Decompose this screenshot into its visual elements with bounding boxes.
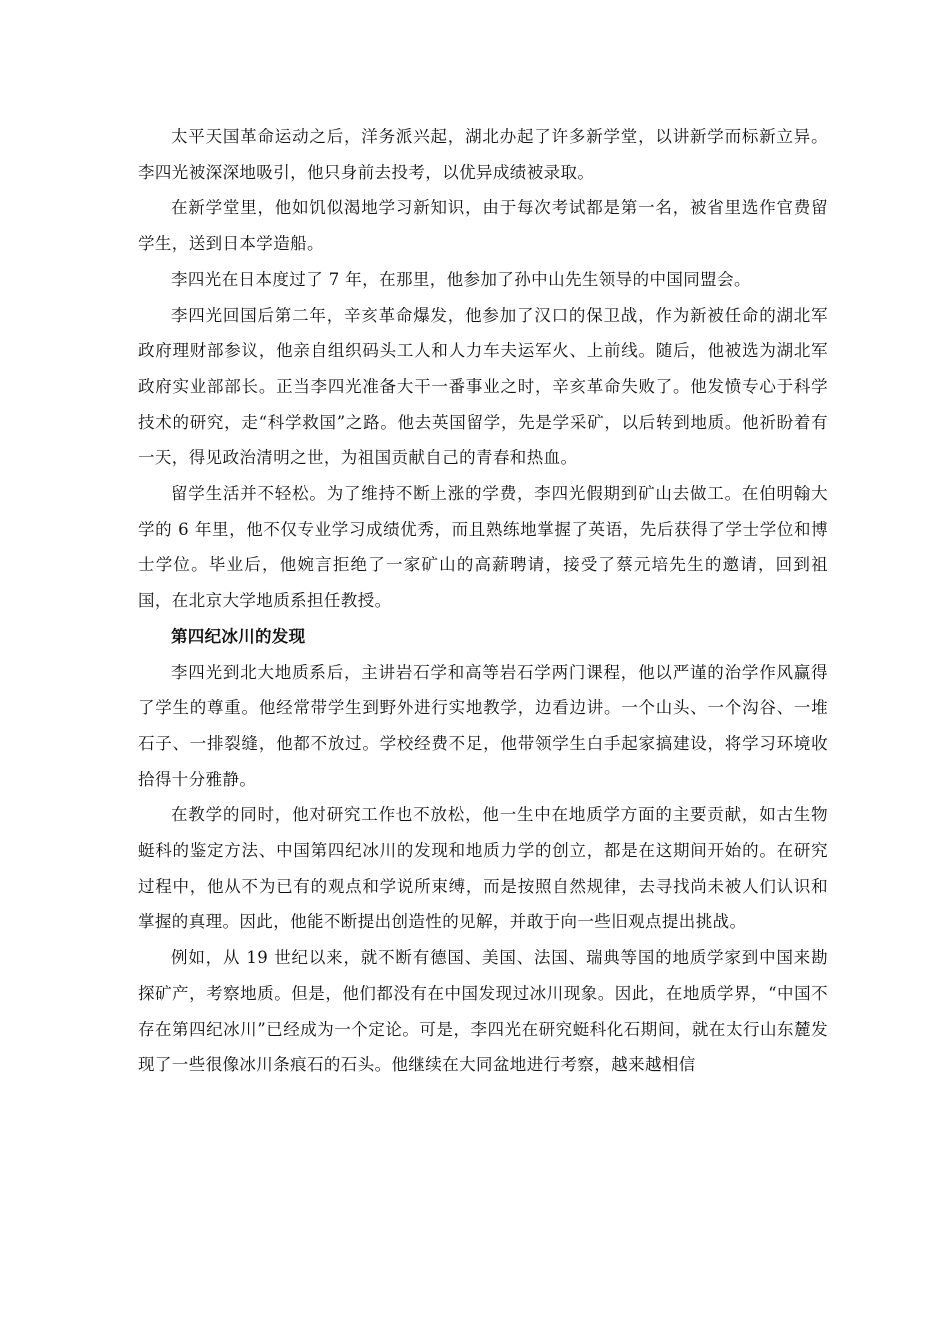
body-paragraph: 在教学的同时，他对研究工作也不放松，他一生中在地质学方面的主要贡献，如古生物蜓科的鉴定方法、中国第四纪冰川的发现和地质力学的创立，都是在这期间开始的。在研究过程中，他从不为已有的观点和学说所束缚，而是按照自然规律，去寻找尚未被人们认识和掌握的真理。因此，他能不断提出创造性的见解，并敢于向一些旧观点提出挑战。 — [138, 805, 828, 932]
body-paragraph: 李四光回国后第二年，辛亥革命爆发，他参加了汉口的保卫战，作为新被任命的湖北军政府理财部参议，他亲自组织码头工人和人力车夫运军火、上前线。随后，他被选为湖北军政府实业部部长。正当李四光准备大干一番事业之时，辛亥革命失败了。他发愤专心于科学技术的研究，走“科学救国”之路。他去英国留学，先是学采矿，以后转到地质。他祈盼着有一天，得见政治清明之世，为祖国贡献自己的青春和热血。 — [138, 305, 828, 468]
body-paragraph: 例如，从 19 世纪以来，就不断有德国、美国、法国、瑞典等国的地质学家到中国来勘探矿产，考察地质。但是，他们都没有在中国发现过冰川现象。因此，在地质学界，“中国不存在第四纪冰川”已经成为一个定论。可是，李四光在研究蜓科化石期间，就在太行山东麓发现了一些很像冰川条痕石的石头。他继续在大同盆地进行考察，越来越相信 — [138, 948, 828, 1075]
section-heading: 第四纪冰川的发现 — [171, 626, 306, 646]
body-paragraph: 太平天国革命运动之后，洋务派兴起，湖北办起了许多新学堂，以讲新学而标新立异。李四光被深深地吸引，他只身前去投考，以优异成绩被录取。 — [138, 127, 828, 182]
body-paragraph: 在新学堂里，他如饥似渴地学习新知识，由于每次考试都是第一名，被省里选作官费留学生，送到日本学造船。 — [138, 198, 828, 254]
body-paragraph: 李四光到北大地质系后，主讲岩石学和高等岩石学两门课程，他以严谨的治学作风赢得了学生的尊重。他经常带学生到野外进行实地教学，边看边讲。一个山头、一个沟谷、一堆石子、一排裂缝，他都不放过。学校经费不足，他带领学生白手起家搞建设，将学习环境收拾得十分雅静。 — [138, 662, 828, 789]
body-paragraph: 留学生活并不轻松。为了维持不断上涨的学费，李四光假期到矿山去做工。在伯明翰大学的 6 年里，他不仅专业学习成绩优秀，而且熟练地掌握了英语，先后获得了学士学位和博士学位。毕业后，他婉言拒绝了一家矿山的高薪聘请，接受了蔡元培先生的邀请，回到祖国，在北京大学地质系担任教授。 — [138, 484, 828, 611]
body-paragraph: 李四光在日本度过了 7 年，在那里，他参加了孙中山先生领导的中国同盟会。 — [171, 269, 751, 289]
document-page — [138, 119, 828, 1083]
